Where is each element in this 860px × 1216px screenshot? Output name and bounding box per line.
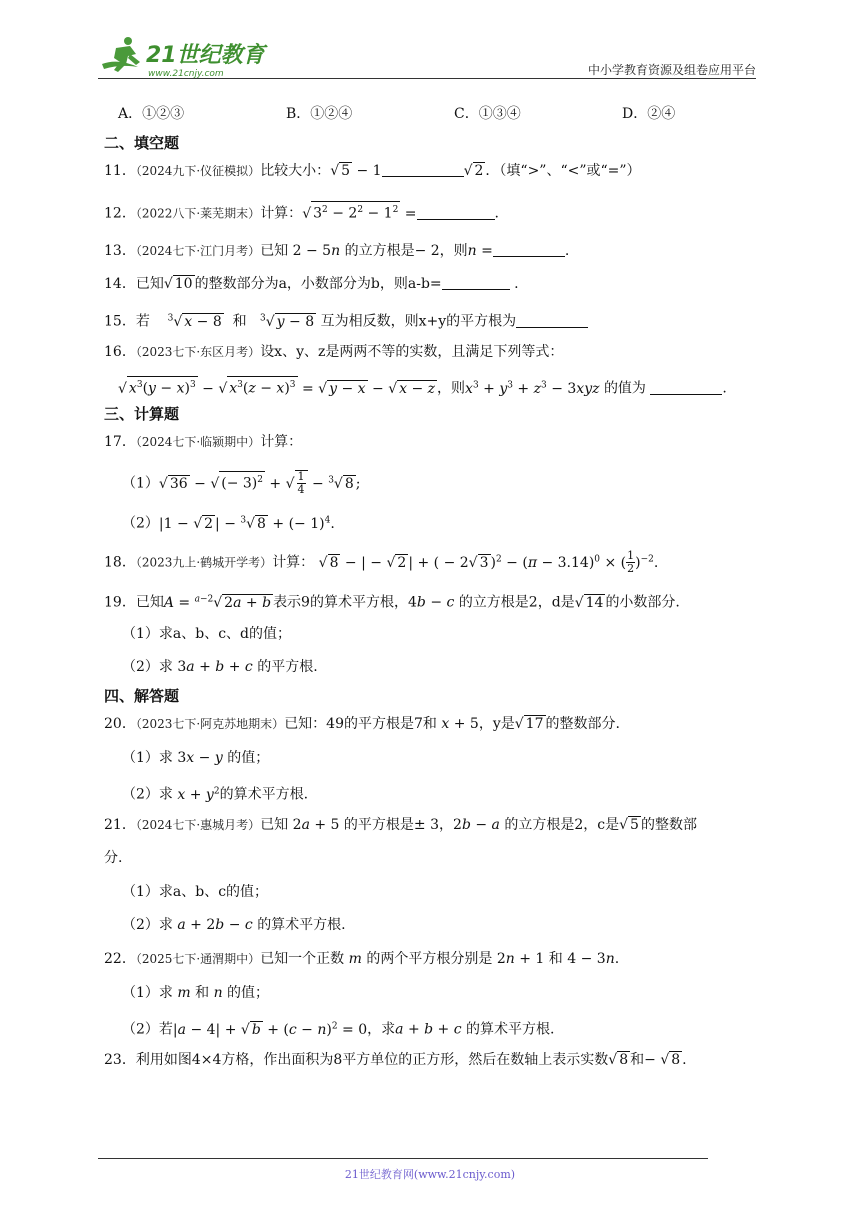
q15-tail: 互为相反数，则x+y的平方根为 bbox=[320, 313, 517, 330]
q19-part2-tail: 的平方根. bbox=[257, 659, 318, 675]
q18-number: 18． bbox=[104, 554, 136, 571]
question-21-part2: （2）求 a + 2b − c 的算术平方根. bbox=[122, 917, 346, 933]
q16-source: （2023七下·东区月考） bbox=[135, 345, 261, 359]
q11-source: （2024九下·仪征模拟） bbox=[135, 164, 261, 178]
q22-text: 已知一个正数 bbox=[260, 951, 345, 967]
q22-and: 和 bbox=[548, 951, 563, 967]
question-16 bbox=[104, 342, 563, 362]
q19-number: 19． bbox=[104, 594, 136, 611]
q15-mid: 和 bbox=[232, 313, 247, 330]
q14-number: 14． bbox=[104, 276, 136, 292]
section-fill-blank: 二、填空题 bbox=[104, 134, 180, 152]
q12-number: 12． bbox=[104, 205, 136, 222]
q18-source: （2023九上·鹤城开学考） bbox=[135, 555, 273, 570]
q22-part2-mid: ，求 bbox=[367, 1021, 396, 1038]
question-17-part1: （1）√ 36 − √ (− 3)$^2$ + √ $\frac{1}{4}$ − $^3$√ 8 ; bbox=[122, 470, 361, 497]
q22-part1-tail: 的值； bbox=[227, 985, 270, 1001]
footer-link[interactable]: 21世纪教育网(www.21cnjy.com) bbox=[344, 1168, 516, 1181]
q14-text: 已知 bbox=[135, 276, 164, 292]
q21-part2-tail: 的算术平方根. bbox=[257, 917, 346, 933]
footer-rule bbox=[98, 1158, 708, 1159]
option-a: A．①②③ bbox=[118, 106, 185, 122]
q19-mid1: 表示9的算术平方根， bbox=[273, 594, 408, 611]
section-answer: 四、解答题 bbox=[104, 687, 180, 705]
question-22-part2: （2）若|a − 4| + √ $b + (c - n)^2 = 0$，求a + b + c 的算术平方根. bbox=[122, 1021, 555, 1038]
q12-source: （2022八下·莱芜期末） bbox=[135, 206, 261, 221]
q21-tail: 的整数部 bbox=[640, 817, 697, 833]
q23-and: 和 bbox=[630, 1052, 645, 1068]
question-21-cont: 分. bbox=[104, 850, 123, 866]
question-11: 11．（2024九下·仪征模拟）比较大小：√ 5 − 1 √ 2 ．（填“>”、“<”或“=”） bbox=[104, 163, 641, 179]
q20-part1-tail: 的值； bbox=[227, 750, 270, 766]
q20-part1-label: （1）求 bbox=[122, 750, 173, 766]
platform-name: 中小学教育资源及组卷应用平台 bbox=[587, 63, 756, 77]
q20-source: （2023七下·阿克苏地期末） bbox=[135, 717, 285, 731]
q22-part1-and: 和 bbox=[195, 985, 210, 1001]
q19-tail: 的小数部分. bbox=[605, 594, 680, 611]
q17-part1-label: （1） bbox=[122, 475, 159, 492]
q21-mid1: 的平方根是 bbox=[343, 817, 414, 833]
q17-source: （2024七下·临颍期中） bbox=[135, 435, 261, 449]
question-17-part2: （2）|1 − √ 2 | − $^3$√ 8 + (− 1)$^4$. bbox=[122, 515, 335, 532]
q15-number: 15． bbox=[104, 313, 136, 330]
q21-number: 21． bbox=[104, 817, 136, 833]
q20-tail: 的整数部分. bbox=[545, 716, 620, 732]
question-15: 15．若 $^3$√ x − 8 和 $^3$√ y − 8 互为相反数，则x+y的平方根为 bbox=[104, 308, 588, 332]
q22-part2-tail: 的算术平方根. bbox=[466, 1021, 555, 1038]
q18-text: 计算： bbox=[272, 554, 315, 571]
question-14: 14．已知√ 10 的整数部分为a，小数部分为b，则a-b= . bbox=[104, 276, 519, 292]
question-12: 12．（2022八下·莱芜期末）计算：√ $3^2 - 2^2 - 1^2$ = . bbox=[104, 201, 499, 224]
q17-part2-label: （2） bbox=[122, 515, 159, 532]
page-header bbox=[98, 30, 756, 80]
question-19-part2: （2）求 3a + b + c 的平方根. bbox=[122, 659, 318, 675]
q11-text: 比较大小： bbox=[260, 163, 331, 179]
q12-text: 计算： bbox=[260, 205, 303, 222]
question-20-part2: （2）求 $x + y^2$的算术平方根. bbox=[122, 786, 309, 803]
question-23: 23．利用如图4×4方格，作出面积为8平方单位的正方形，然后在数轴上表示实数√ 8 和− √ 8 . bbox=[104, 1052, 687, 1068]
q16-number: 16． bbox=[104, 344, 136, 360]
q11-tail: ．（填“>”、“<”或“=”） bbox=[485, 163, 641, 179]
q19-text: 已知 bbox=[135, 594, 164, 611]
question-20-part1: （1）求 3x − y 的值； bbox=[122, 750, 270, 766]
q20-number: 20． bbox=[104, 716, 136, 732]
question-20: 20．（2023七下·阿克苏地期末）已知：49的平方根是7和 x + 5，y是√ 17 的整数部分. bbox=[104, 716, 620, 732]
q20-part2-label: （2）求 bbox=[122, 786, 173, 803]
option-c: C．①③④ bbox=[454, 106, 521, 122]
q21-text: 已知 bbox=[260, 817, 289, 833]
q13-number: 13． bbox=[104, 243, 136, 259]
q19-mid2: 的立方根是2，d是 bbox=[458, 594, 575, 611]
question-22-part1: （1）求 m 和 n 的值； bbox=[122, 985, 270, 1001]
q16-text: 设x、y、z是两两不等的实数，且满足下列等式： bbox=[260, 344, 564, 360]
question-13: 13．（2024七下·江门月考）已知 2 − 5n 的立方根是− 2，则n = . bbox=[104, 243, 570, 259]
q21-mid2: ， bbox=[439, 817, 454, 833]
q22-part2-label: （2）若 bbox=[122, 1021, 173, 1038]
question-16-formula: √ $x^3(y - x)^3$ − √ $x^3(z - x)^3$ = √ y − x − √ x − z ，则$x^3 + y^3 + z^3 - 3xyz$ 的值为 . bbox=[118, 375, 727, 399]
question-17 bbox=[104, 432, 302, 452]
q21-mid3: 的立方根是2，c是 bbox=[504, 817, 620, 833]
section-calculation: 三、计算题 bbox=[104, 405, 180, 423]
q21-part2-label: （2）求 bbox=[122, 917, 173, 933]
q14-mid: 的整数部分为a，小数部分为b，则a-b= bbox=[194, 276, 442, 292]
q15-text: 若 bbox=[135, 313, 150, 330]
question-21-part1: （1）求a、b、c的值； bbox=[122, 884, 269, 900]
option-d: D．②④ bbox=[622, 106, 676, 122]
question-21: 21．（2024七下·惠城月考）已知 2a + 5 的平方根是± 3，2b − a 的立方根是2，c是√ 5 的整数部 bbox=[104, 817, 697, 833]
option-b: B．①②④ bbox=[286, 106, 353, 122]
q16-tail: 的值为 bbox=[603, 380, 646, 397]
q22-part1-label: （1）求 bbox=[122, 985, 173, 1001]
logo-icon bbox=[98, 34, 268, 78]
q13-text: 已知 bbox=[260, 243, 289, 259]
q20-mid: ，y是 bbox=[478, 716, 515, 732]
q23-text: 利用如图4×4方格，作出面积为8平方单位的正方形，然后在数轴上表示实数 bbox=[135, 1052, 609, 1068]
question-19: 19．已知A = $^{a-2}$√ 2a + b 表示9的算术平方根，4b − c 的立方根是2，d是√ 14 的小数部分. bbox=[104, 594, 680, 611]
q17-number: 17． bbox=[104, 434, 136, 450]
q19-part2-label: （2）求 bbox=[122, 659, 173, 675]
q21-source: （2024七下·惠城月考） bbox=[135, 818, 261, 832]
q13-mid: 的立方根是 bbox=[344, 243, 415, 259]
q13-source: （2024七下·江门月考） bbox=[135, 244, 261, 258]
q13-tail: ，则 bbox=[439, 243, 468, 259]
question-18: 18．（2023九上·鹤城开学考）计算： √ 8 − | − √ 2 | + ( − 2√ 3 )$^2 - (\pi - 3.14)^0$ × ( $\frac{1}{2}$ )$^{-2}$. bbox=[104, 549, 659, 576]
q20-part2-tail: 的算术平方根. bbox=[219, 786, 309, 803]
svg-text:www.21cnjy.com: www.21cnjy.com bbox=[148, 69, 224, 78]
q17-text: 计算： bbox=[260, 434, 303, 450]
svg-text:21世纪教育: 21世纪教育 bbox=[146, 43, 265, 68]
q22-number: 22． bbox=[104, 951, 136, 967]
q22-mid: 的两个平方根分别是 bbox=[366, 951, 493, 967]
q11-number: 11． bbox=[104, 163, 136, 179]
q20-text: 已知：49的平方根是7和 bbox=[284, 716, 437, 732]
header-rule bbox=[98, 78, 756, 79]
q23-number: 23． bbox=[104, 1052, 136, 1068]
q22-source: （2025七下·通渭期中） bbox=[135, 952, 261, 966]
question-22: 22．（2025七下·通渭期中）已知一个正数 m 的两个平方根分别是 2n + 1 和 4 − 3n. bbox=[104, 951, 620, 967]
q16-mid: ，则 bbox=[437, 380, 466, 397]
question-19-part1: （1）求a、b、c、d的值； bbox=[122, 626, 292, 642]
